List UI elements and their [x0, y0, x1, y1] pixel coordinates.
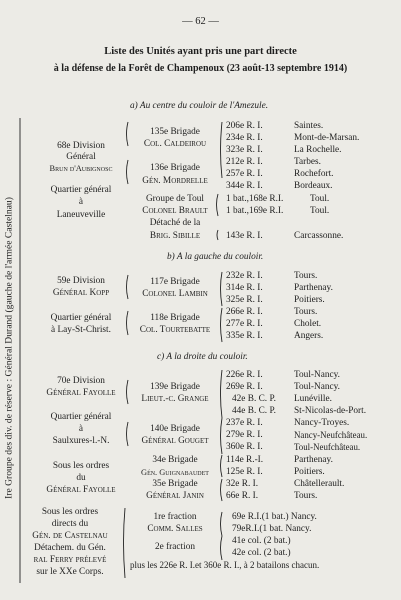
- a-town-6: Bordeaux.: [294, 181, 333, 191]
- b-town-3: Poitiers.: [294, 295, 325, 305]
- c-town-11: Tours.: [294, 491, 318, 501]
- brace-a-left: [221, 122, 223, 178]
- a-regiment-1: 206e R. I.: [226, 121, 263, 131]
- b-town-2: Parthenay.: [294, 283, 333, 293]
- c-regiment-2: 269e R. I.: [226, 382, 263, 392]
- b-brigade-117-commander: Colonel Lambin: [142, 289, 208, 299]
- page-number: — 62 —: [182, 16, 219, 27]
- b-hq-line-1: Quartier général: [50, 313, 112, 323]
- c-brigade-139-commander: Lieut.-c. Grange: [141, 394, 209, 404]
- c-regiment-4: 44e B. C. P.: [232, 406, 276, 416]
- a-division-line-1: 68e Division: [57, 141, 105, 151]
- b-regiment-5: 277e R. I.: [226, 319, 263, 329]
- brace-bottom-1: [221, 512, 223, 536]
- brace-a-brig-135: [127, 122, 129, 146]
- brace-bottom-2: [221, 536, 223, 560]
- brace-c-regs-1: [221, 370, 223, 418]
- c-brigade-35-commander: Général Janin: [146, 491, 204, 501]
- c-hq-line-3: Saulxures-l.-N.: [52, 436, 110, 446]
- brace-c-35: [221, 479, 223, 501]
- b-regiment-1: 232e R. I.: [226, 271, 263, 281]
- bottom-right-line-3: 41e col. (2 bat.): [232, 536, 291, 546]
- side-label-text: Ire Groupe des div. de réserve : Général Durand (gauche de l'armée Castelnau): [3, 197, 15, 499]
- b-division-line-2: Général Kopp: [52, 288, 110, 298]
- c-orders-line-1: Sous les ordres: [52, 461, 110, 471]
- a-division-line-3: Brun d'Aubignosc: [49, 164, 113, 173]
- brace-c-brig-140: [127, 422, 129, 446]
- a-town-2: Mont-de-Marsan.: [294, 133, 360, 143]
- c-regiment-1: 226e R. I.: [226, 370, 263, 380]
- c-brigade-140-commander: Général Gouget: [141, 436, 209, 446]
- c-regiment-11: 66e R. I.: [226, 491, 259, 501]
- a-division-line-2: Général: [66, 152, 96, 162]
- a-regiment-8: 1 bat.,169e R.I.: [226, 206, 284, 216]
- b-brigade-118-commander: Col. Tourtebatte: [139, 325, 211, 335]
- fraction-1-commander: Comm. Salles: [147, 524, 203, 534]
- a-regiment-4: 212e R. I.: [226, 157, 263, 167]
- a-regiment-3: 323e R. I.: [226, 145, 263, 155]
- fraction-1-title: 1re fraction: [153, 512, 197, 522]
- a-hq-line-3: Laneuveville: [56, 210, 106, 220]
- c-regiment-10: 32e R. I.: [226, 479, 259, 489]
- brace-c-regs-2: [221, 418, 223, 454]
- c-regiment-3: 42e B. C. P.: [232, 394, 276, 404]
- a-brigade-135-commander: Col. Caldeirou: [143, 139, 207, 149]
- bottom-left-line-4: Détachem. du Gén.: [34, 543, 106, 553]
- bottom-left-line-5: ral Ferry prélevé: [33, 555, 107, 565]
- section-b-heading: b) A la gauche du couloir.: [167, 252, 264, 262]
- bottom-left-line-1: Sous les ordres: [41, 507, 99, 517]
- bottom-last-line: plus les 226e R. I.et 360e R. I., à 2 batailons chacun.: [130, 560, 320, 570]
- c-town-9: Poitiers.: [294, 467, 325, 477]
- c-hq-line-1: Quartier général: [50, 412, 112, 422]
- brace-b-regs-1: [221, 272, 223, 306]
- c-town-2: Toul-Nancy.: [294, 382, 340, 392]
- c-town-5: Nancy-Troyes.: [294, 418, 350, 428]
- a-town-3: La Rochelle.: [294, 145, 342, 155]
- a-groupe-toul-3: Détaché de la: [149, 218, 201, 228]
- a-groupe-toul-4: Brig. Sibille: [149, 231, 201, 241]
- c-regiment-5: 237e R. I.: [226, 418, 263, 428]
- brace-a-bottom: [217, 230, 218, 240]
- a-brigade-136-commander: Gén. Mordrelle: [142, 176, 208, 186]
- c-brigade-139-title: 139e Brigade: [150, 382, 200, 392]
- c-town-8: Parthenay.: [294, 455, 333, 465]
- a-brigade-135-title: 135e Brigade: [150, 127, 200, 137]
- c-brigade-34-commander: Gén. Guignabaudet: [141, 468, 209, 477]
- brace-c-34: [221, 455, 223, 477]
- c-hq-line-2: à: [78, 424, 84, 434]
- brace-c-brig-139: [127, 380, 129, 404]
- a-town-9: Carcassonne.: [294, 231, 344, 241]
- brace-a-brig-136: [127, 160, 129, 184]
- brace-b-brig-117: [127, 275, 129, 299]
- brace-bottom-left: [124, 508, 126, 578]
- b-regiment-4: 266e R. I.: [226, 307, 263, 317]
- b-regiment-2: 314e R. I.: [226, 283, 263, 293]
- a-regiment-2: 234e R. I.: [226, 133, 263, 143]
- c-town-6: Nancy-Neufchâteau.: [294, 430, 368, 440]
- a-town-4: Tarbes.: [294, 157, 321, 167]
- b-brigade-118-title: 118e Brigade: [150, 313, 200, 323]
- c-regiment-6: 279e R. I.: [226, 430, 263, 440]
- c-town-3: Lunéville.: [294, 394, 332, 404]
- bottom-left-line-3: Gén. de Castelnau: [32, 531, 108, 541]
- bottom-left-line-6: sur le XXe Corps.: [36, 567, 104, 577]
- b-town-1: Tours.: [294, 271, 318, 281]
- c-brigade-140-title: 140e Brigade: [150, 424, 200, 434]
- b-hq-line-2: à Lay-St-Christ.: [51, 325, 111, 335]
- b-division-line-1: 59e Division: [57, 276, 105, 286]
- a-hq-line-2: à: [78, 197, 84, 207]
- section-a-heading: a) Au centre du couloir de l'Amezule.: [130, 101, 269, 111]
- b-town-4: Tours.: [294, 307, 318, 317]
- b-regiment-6: 335e R. I.: [226, 331, 263, 341]
- a-town-5: Rochefort.: [294, 169, 334, 179]
- a-regiment-6: 344e R. I.: [226, 181, 263, 191]
- section-c-heading: c) A la droite du couloir.: [157, 352, 248, 362]
- c-town-10: Châtellerault.: [294, 479, 345, 489]
- a-hq-line-1: Quartier général: [50, 185, 112, 195]
- c-regiment-9: 125e R. I.: [226, 467, 263, 477]
- c-orders-line-2: du: [76, 473, 86, 483]
- fraction-2-title: 2e fraction: [154, 542, 195, 552]
- b-regiment-3: 325e R. I.: [226, 295, 263, 305]
- brace-a-right: [217, 194, 219, 216]
- c-town-7: Toul-Neufchâteau.: [294, 442, 361, 452]
- c-division-line-2: Général Fayolle: [46, 388, 116, 398]
- c-town-1: Toul-Nancy.: [294, 370, 340, 380]
- c-division-line-1: 70e Division: [57, 376, 105, 386]
- bottom-right-line-2: 79eR.I.(1 bat. Nancy.: [232, 524, 312, 534]
- c-orders-line-3: Général Fayolle: [46, 485, 116, 495]
- a-regiment-7: 1 bat.,168e R.I.: [226, 194, 284, 204]
- a-town-1: Saintes.: [294, 121, 324, 131]
- a-town-7: Toul.: [310, 194, 330, 204]
- a-brigade-136-title: 136e Brigade: [150, 163, 200, 173]
- c-brigade-34-title: 34e Brigade: [152, 455, 198, 465]
- a-regiment-9: 143e R. I.: [226, 231, 263, 241]
- c-town-4: St-Nicolas-de-Port.: [294, 406, 367, 416]
- bottom-left-line-2: directs du: [51, 519, 89, 529]
- brace-b-brig-118: [127, 311, 129, 335]
- c-regiment-8: 114e R.-I.: [226, 455, 264, 465]
- title-line-2: à la défense de la Forêt de Champenoux (23 août-13 septembre 1914): [53, 63, 348, 74]
- a-groupe-toul-1: Groupe de Toul: [145, 194, 205, 204]
- a-town-8: Toul.: [310, 206, 330, 216]
- title-line-1: Liste des Unités ayant pris une part directe: [104, 46, 297, 57]
- b-town-6: Angers.: [294, 331, 324, 341]
- c-regiment-7: 360e R. I.: [226, 442, 263, 452]
- bottom-right-line-4: 42e col. (2 bat.): [232, 548, 291, 558]
- bottom-right-line-1: 69e R.I.(1 bat.) Nancy.: [232, 512, 317, 522]
- c-brigade-35-title: 35e Brigade: [152, 479, 198, 489]
- a-groupe-toul-2: Colonel Brault: [142, 206, 208, 216]
- b-town-5: Cholet.: [294, 319, 322, 329]
- brace-b-regs-2: [221, 308, 223, 342]
- a-regiment-5: 257e R. I.: [226, 169, 263, 179]
- b-brigade-117-title: 117e Brigade: [150, 277, 200, 287]
